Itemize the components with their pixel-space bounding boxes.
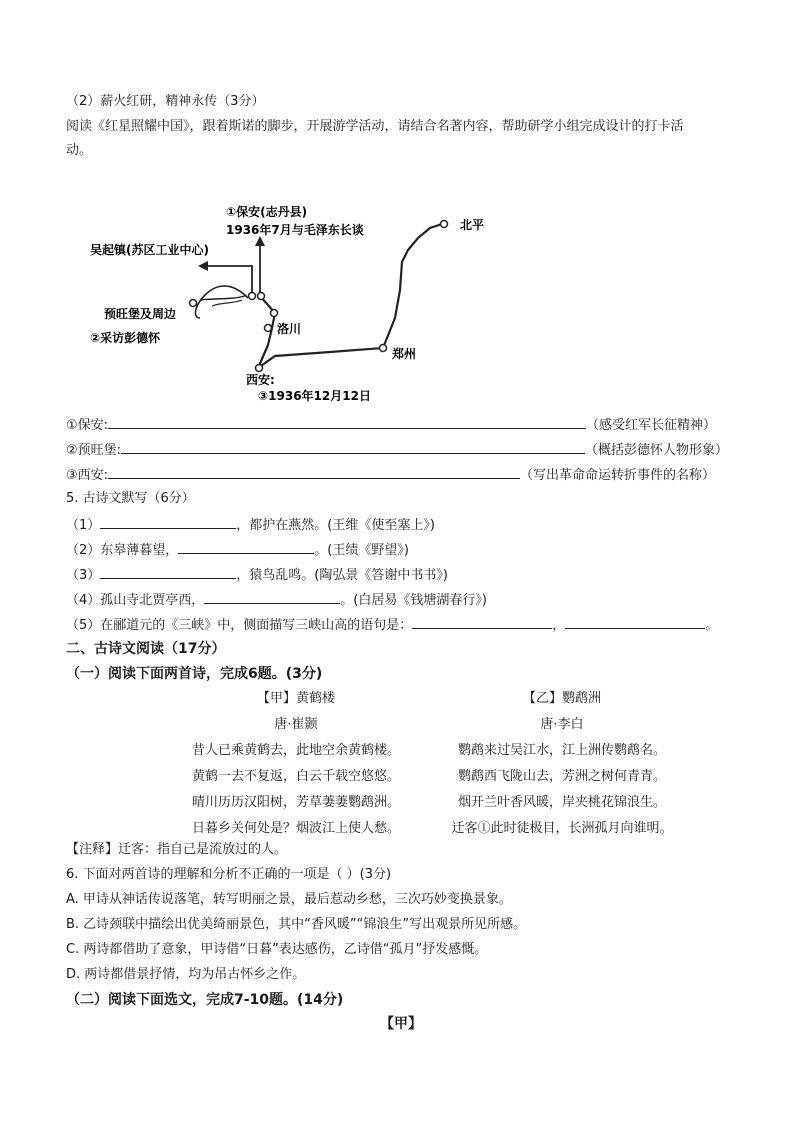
comma-separator: ， bbox=[552, 618, 566, 633]
checkin-row-xian bbox=[66, 464, 715, 486]
checkin-label: ③西安: bbox=[66, 468, 109, 483]
answer-blank[interactable] bbox=[121, 439, 585, 454]
period: 。 bbox=[705, 618, 719, 633]
item-number: （5） bbox=[66, 618, 101, 633]
answer-blank[interactable] bbox=[204, 589, 340, 604]
answer-blank[interactable] bbox=[565, 614, 705, 629]
map-label-yuwangbao: 预旺堡及周边 bbox=[104, 307, 177, 321]
checkin-hint: （感受红军长征精神） bbox=[586, 418, 717, 433]
item-number: （2） bbox=[66, 543, 101, 558]
question-2-intro-cont: 动。 bbox=[66, 143, 93, 158]
item-text: 。(白居易《钱塘湖春行》) bbox=[340, 593, 487, 608]
checkin-label: ①保安: bbox=[66, 418, 109, 433]
question-6-stem: 6. 下面对两首诗的理解和分析不正确的一项是（ ）(3分) bbox=[66, 867, 392, 882]
answer-blank[interactable] bbox=[178, 539, 314, 554]
map-label-baoan: ①保安(志丹县) bbox=[226, 205, 308, 219]
q5-item-1 bbox=[66, 514, 435, 536]
part-2-sub-2: （二）阅读下面选文，完成7-10题。(14分) bbox=[66, 992, 344, 1008]
answer-blank[interactable] bbox=[108, 414, 586, 429]
question-2-title: （2）薪火红研，精神永传（3分） bbox=[66, 94, 265, 109]
item-prefix: 东皋薄暮望， bbox=[100, 543, 179, 558]
item-number: （4） bbox=[66, 593, 101, 608]
q5-item-4 bbox=[66, 589, 487, 611]
poem-line: 鹦鹉西飞陇山去，芳洲之树何青青。 bbox=[457, 769, 666, 784]
q5-item-5 bbox=[66, 614, 718, 636]
route-loop bbox=[195, 286, 248, 318]
item-number: （1） bbox=[66, 518, 101, 533]
item-number: （3） bbox=[66, 568, 101, 583]
poem-line: 日暮乡关何处是？烟波江上使人愁。 bbox=[191, 821, 400, 836]
answer-blank[interactable] bbox=[100, 514, 236, 529]
poem-title: 【乙】鹦鹉洲 bbox=[522, 691, 601, 706]
map-label-zhengzhou: 郑州 bbox=[392, 347, 417, 361]
q5-item-2 bbox=[66, 539, 409, 561]
arrow-up-icon bbox=[255, 236, 265, 246]
map-label-baoan-date: 1936年7月与毛泽东长谈 bbox=[226, 223, 364, 237]
poem-annotation: 【注释】迁客：指自己是流放过的人。 bbox=[66, 842, 288, 857]
map-label-beiping: 北平 bbox=[460, 218, 485, 232]
answer-blank[interactable] bbox=[108, 464, 520, 479]
route-map bbox=[0, 190, 794, 410]
item-prefix: 在郦道元的《三峡》中，侧面描写三峡山高的语句是： bbox=[100, 618, 413, 633]
checkin-row-baoan bbox=[66, 414, 716, 436]
answer-blank[interactable] bbox=[412, 614, 552, 629]
poem-author: 唐·崔颢 bbox=[274, 717, 318, 732]
item-text: ，猿鸟乱鸣。(陶弘景《答谢中书书》) bbox=[236, 568, 448, 583]
map-label-wuqi: 吴起镇(苏区工业中心) bbox=[90, 243, 209, 257]
poem-line: 鹦鹉来过吴江水，江上洲传鹦鹉名。 bbox=[457, 743, 666, 758]
map-label-xian-date: ③1936年12月12日 bbox=[258, 389, 371, 403]
answer-blank[interactable] bbox=[100, 564, 236, 579]
poem-yi bbox=[382, 686, 742, 842]
passage-jia-mark: 【甲】 bbox=[380, 1016, 422, 1032]
question-2-intro: 阅读《红星照耀中国》，跟着斯诺的脚步，开展游学活动，请结合名著内容，帮助研学小组完成设计的打卡活 bbox=[66, 119, 684, 134]
map-label-peng: ②采访彭德怀 bbox=[90, 331, 161, 345]
poem-title: 【甲】黄鹤楼 bbox=[256, 691, 335, 706]
part-2-title: 二、古诗文阅读（17分） bbox=[66, 641, 226, 657]
poem-line: 晴川历历汉阳树，芳草萋萋鹦鹉洲。 bbox=[191, 795, 400, 810]
item-prefix: 孤山寺北贾亭西， bbox=[100, 593, 205, 608]
checkin-hint: （写出革命命运转折事件的名称） bbox=[520, 468, 716, 483]
poem-line: 烟开兰叶香风暖，岸夹桃花锦浪生。 bbox=[457, 795, 666, 810]
q6-option-b[interactable]: B. 乙诗颈联中描绘出优美绮丽景色，其中“香风暖”“锦浪生”写出观景所见所感。 bbox=[66, 917, 527, 932]
q6-option-c[interactable]: C. 两诗都借助了意象，甲诗借“日暮”表达感伤，乙诗借“孤月”抒发感慨。 bbox=[66, 942, 488, 957]
question-5-title: 5. 古诗文默写（6分） bbox=[66, 491, 195, 506]
poem-line: 迁客①此时徒极目，长洲孤月向谁明。 bbox=[451, 821, 673, 836]
checkin-label: ②预旺堡: bbox=[66, 443, 122, 458]
poem-author: 唐·李白 bbox=[540, 717, 584, 732]
q6-option-a[interactable]: A. 甲诗从神话传说落笔，转写明丽之景，最后惹动乡愁，三次巧妙变换景象。 bbox=[66, 892, 512, 907]
part-2-sub-1: （一）阅读下面两首诗，完成6题。(3分) bbox=[66, 666, 323, 682]
item-text: 。(王绩《野望》) bbox=[314, 543, 409, 558]
q6-option-d[interactable]: D. 两诗都借景抒情，均为吊古怀乡之作。 bbox=[66, 967, 306, 982]
map-label-xian: 西安: bbox=[246, 373, 275, 387]
item-text: ，都护在燕然。(王维《使至塞上》) bbox=[236, 518, 435, 533]
checkin-row-yuwangbao bbox=[66, 439, 728, 461]
arrow-left-icon bbox=[198, 261, 208, 271]
q5-item-3 bbox=[66, 564, 448, 586]
poem-line: 昔人已乘黄鹤去，此地空余黄鹤楼。 bbox=[191, 743, 400, 758]
checkin-hint: （概括彭德怀人物形象） bbox=[585, 443, 729, 458]
map-label-luochuan: 洛川 bbox=[277, 322, 302, 336]
poem-line: 黄鹤一去不复返，白云千载空悠悠。 bbox=[191, 769, 400, 784]
